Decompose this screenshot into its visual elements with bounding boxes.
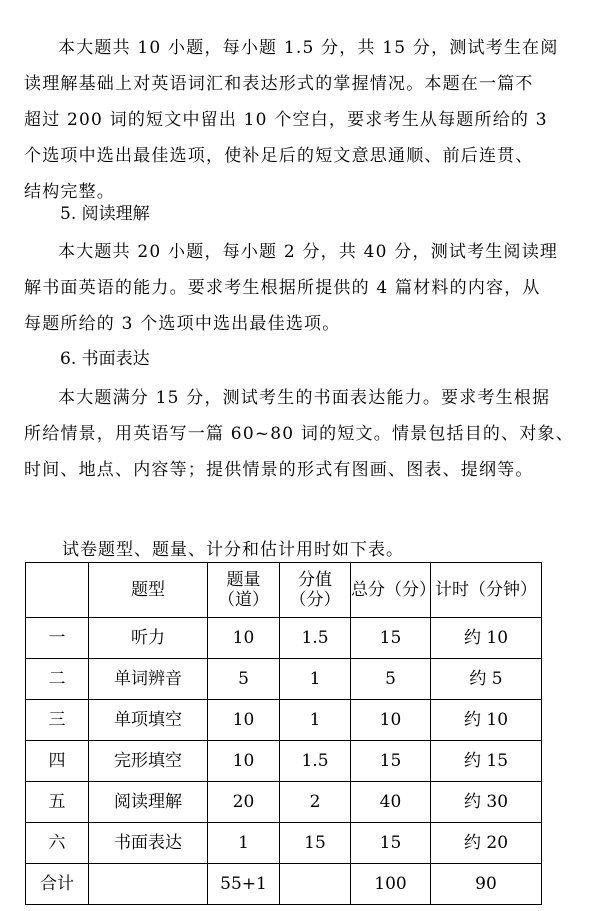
table-cell: 1.5: [280, 618, 351, 659]
table-cell: 100: [351, 864, 431, 905]
text-line: 本大题共 20 小题，每小题 2 分，共 40 分，测试考生阅读理: [58, 242, 559, 262]
table-cell: 阅读理解: [89, 782, 208, 823]
table-cell: 1.5: [280, 741, 351, 782]
text-line: 解书面英语的能力。要求考生根据所提供的 4 篇材料的内容，从: [24, 278, 541, 298]
table-cell: 书面表达: [89, 823, 208, 864]
table-header-row: [26, 563, 542, 618]
table-cell: 听力: [89, 618, 208, 659]
section-heading-writing: 6. 书面表达: [60, 349, 150, 369]
table-cell: 15: [351, 741, 431, 782]
table-row: [26, 659, 542, 700]
table-cell: 40: [351, 782, 431, 823]
header-cell-time: 计时（分钟）: [431, 563, 542, 618]
table-cell: 约 30: [431, 782, 542, 823]
table-cell: 15: [351, 618, 431, 659]
table-cell: 15: [280, 823, 351, 864]
table-cell: 5: [351, 659, 431, 700]
text-line: 超过 200 词的短文中留出 10 个空白，要求考生从每题所给的 3: [24, 110, 548, 130]
text-line: 时间、地点、内容等；提供情景的形式有图画、图表、提纲等。: [24, 460, 534, 480]
table-cell: 90: [431, 864, 542, 905]
table-cell: 单项填空: [89, 700, 208, 741]
table-cell: 约 5: [431, 659, 542, 700]
table-row: [26, 741, 542, 782]
text-line: 本大题共 10 小题，每小题 1.5 分，共 15 分，测试考生在阅: [58, 38, 559, 58]
section-heading-reading: 5. 阅读理解: [60, 204, 150, 224]
header-cell-score: 分值（分）: [280, 563, 351, 618]
table-cell: 10: [351, 700, 431, 741]
table-cell: 完形填空: [89, 741, 208, 782]
table-cell: 六: [26, 823, 89, 864]
table-cell: 10: [208, 741, 280, 782]
table-cell: [89, 864, 208, 905]
table-cell: 约 10: [431, 618, 542, 659]
table-cell: 5: [208, 659, 280, 700]
table-cell: 合计: [26, 864, 89, 905]
paragraph-cloze-description: [24, 30, 594, 210]
table-cell: 10: [208, 618, 280, 659]
table-cell: 约 15: [431, 741, 542, 782]
header-cell-type: 题型: [89, 563, 208, 618]
table-cell: [280, 864, 351, 905]
text-line: 每题所给的 3 个选项中选出最佳选项。: [24, 314, 341, 334]
table-total-row: [26, 864, 542, 905]
table-cell: 20: [208, 782, 280, 823]
exam-structure-table: [25, 562, 542, 905]
text-line: 结构完整。: [24, 182, 115, 202]
table-cell: 五: [26, 782, 89, 823]
table-cell: 1: [280, 700, 351, 741]
table-cell: 2: [280, 782, 351, 823]
table-cell: 一: [26, 618, 89, 659]
table-row: [26, 700, 542, 741]
text-line: 所给情景，用英语写一篇 60~80 词的短文。情景包括目的、对象、: [24, 424, 574, 444]
table-row: [26, 823, 542, 864]
table-cell: 三: [26, 700, 89, 741]
table-cell: 1: [280, 659, 351, 700]
header-cell-total: 总分（分）: [351, 563, 431, 618]
table-cell: 四: [26, 741, 89, 782]
table-cell: 单词辨音: [89, 659, 208, 700]
table-caption: 试卷题型、题量、计分和估计用时如下表。: [62, 540, 404, 560]
table-cell: 约 20: [431, 823, 542, 864]
table-cell: 15: [351, 823, 431, 864]
table-cell: 二: [26, 659, 89, 700]
table-cell: 约 10: [431, 700, 542, 741]
text-line: 个选项中选出最佳选项，使补足后的短文意思通顺、前后连贯、: [24, 146, 534, 166]
header-cell-count: 题量（道）: [208, 563, 280, 618]
paragraph-reading-description: [24, 234, 594, 342]
text-line: 本大题满分 15 分，测试考生的书面表达能力。要求考生根据: [58, 388, 551, 408]
paragraph-writing-description: [24, 380, 594, 488]
text-line: 读理解基础上对英语词汇和表达形式的掌握情况。本题在一篇不: [24, 74, 534, 94]
table-cell: 1: [208, 823, 280, 864]
header-cell-index: [26, 563, 89, 618]
table-cell: 10: [208, 700, 280, 741]
table-row: [26, 618, 542, 659]
table-cell: 55+1: [208, 864, 280, 905]
table-row: [26, 782, 542, 823]
